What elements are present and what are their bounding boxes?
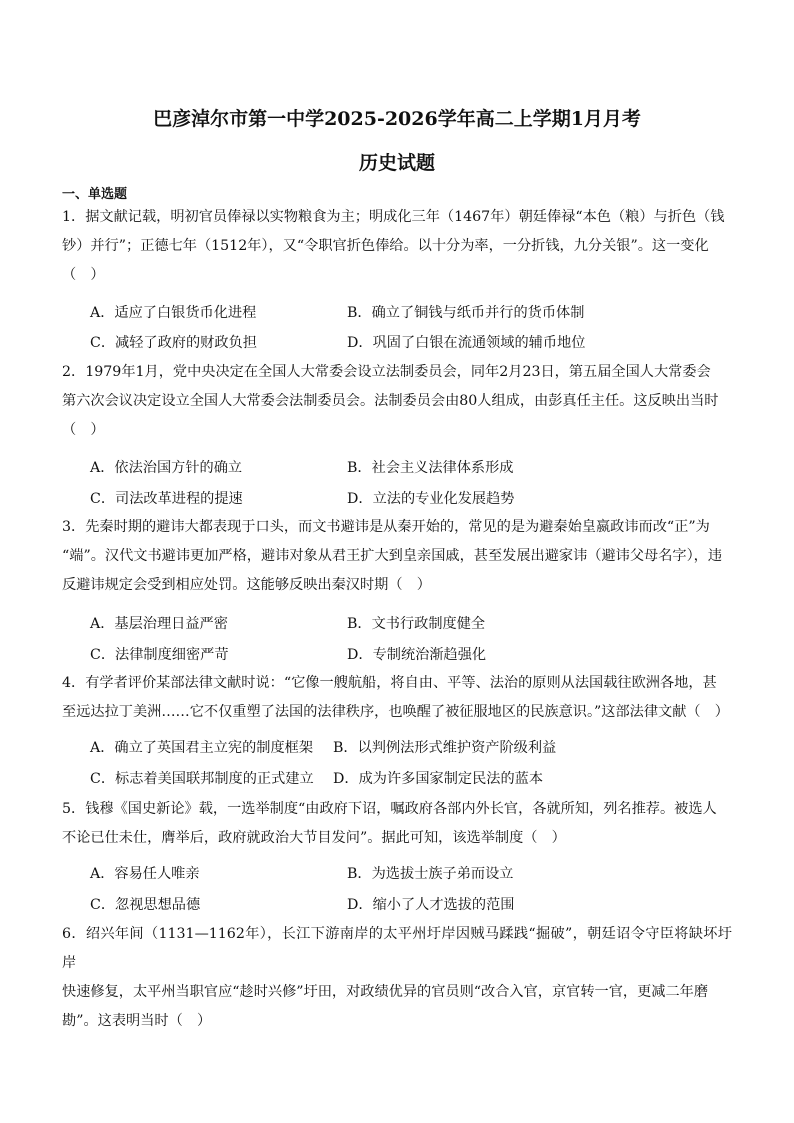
question-text-line: 反避讳规定会受到相应处罚。这能够反映出秦汉时期（ ）	[62, 577, 431, 593]
exam-subject-title: 历史试题	[358, 152, 435, 174]
question-text-line: “端”。汉代文书避讳更加严格，避讳对象从君王扩大到皇亲国戚，甚至发展出避家讳（避讳父母名字），违	[62, 548, 723, 564]
question-6-stem	[62, 920, 732, 1036]
question-text-line: 钞）并行”；正德七年（1512年），又“令职官折色俸给。以十分为率，一分折钱，九分关银”。这一变化	[62, 238, 709, 254]
question-text-line: 3．先秦时期的避讳大都表现于口头，而文书避讳是从秦开始的，常见的是为避秦始皇嬴政讳而改“正”为	[62, 519, 710, 535]
question-4-stem	[62, 669, 732, 727]
question-5-option-b: B．为选拔士族子弟而设立	[347, 866, 514, 882]
question-text-line: 4．有学者评价某部法律文献时说：“它像一艘航船，将自由、平等、法治的原则从法国载往欧洲各地，甚	[62, 675, 717, 691]
question-text-line: 不论已仕未仕，膺举后，政府就政治大节目发问”。据此可知，该选举制度（ ）	[62, 830, 566, 846]
question-text-line: （ ）	[62, 422, 105, 438]
question-4-option-c: C．标志着美国联邦制度的正式建立	[90, 771, 314, 787]
question-text-line: 2．1979年1月，党中央决定在全国人大常委会设立法制委员会，同年2月23日，第五届全国人大常委会	[62, 364, 711, 380]
question-3-option-b: B．文书行政制度健全	[347, 616, 486, 632]
section-heading: 一、单选题	[62, 187, 128, 202]
question-1-option-d: D．巩固了白银在流通领域的辅币地位	[347, 335, 586, 351]
question-5-stem	[62, 795, 732, 853]
question-text-line: （ ）	[62, 267, 105, 283]
question-text-line: 5．钱穆《国史新论》载，一选举制度“由政府下诏，嘱政府各部内外长官，各就所知，列名推荐。被选人	[62, 801, 717, 817]
question-text-line: 6．绍兴年间（1131—1162年），长江下游南岸的太平州圩岸因贼马蹂践“掘破”，朝廷诏令守臣将缺坏圩岸	[62, 926, 732, 971]
question-text-line: 快速修复，太平州当职官应“趁时兴修”圩田，对政绩优异的官员则“改合入官，京官转一官，更减二年磨	[62, 984, 709, 1000]
question-2-option-d: D．立法的专业化发展趋势	[347, 491, 515, 507]
question-text-line: 1．据文献记载，明初官员俸禄以实物粮食为主；明成化三年（1467年）朝廷俸禄“本色（粮）与折色（钱	[62, 209, 725, 225]
question-3-option-d: D．专制统治渐趋强化	[347, 647, 487, 663]
question-1-option-a: A．适应了白银货币化进程	[90, 305, 257, 321]
question-1-option-c: C．减轻了政府的财政负担	[90, 335, 257, 351]
question-5-option-c: C．忽视思想品德	[90, 897, 201, 913]
question-3-option-c: C．法律制度细密严苛	[90, 647, 229, 663]
question-4-option-a: A．确立了英国君主立宪的制度框架	[90, 740, 314, 756]
question-text-line: 至远达拉丁美洲……它不仅重塑了法国的法律秩序，也唤醒了被征服地区的民族意识。”这部法律文献（ ）	[62, 704, 729, 720]
question-4-option-d: D．成为许多国家制定民法的蓝本	[333, 771, 544, 787]
question-5-option-d: D．缩小了人才选拔的范围	[347, 897, 515, 913]
question-2-option-a: A．依法治国方针的确立	[90, 460, 243, 476]
exam-title: 巴彦淖尔市第一中学2025-2026学年高二上学期1月月考	[153, 108, 641, 130]
question-4-option-b: B．以判例法形式维护资产阶级利益	[333, 740, 557, 756]
question-2-option-b: B．社会主义法律体系形成	[347, 460, 514, 476]
question-1-option-b: B．确立了铜钱与纸币并行的货币体制	[347, 305, 585, 321]
question-2-stem	[62, 358, 732, 445]
question-text-line: 勘”。这表明当时（ ）	[62, 1013, 212, 1029]
question-2-option-c: C．司法改革进程的提速	[90, 491, 243, 507]
question-5-option-a: A．容易任人唯亲	[90, 866, 200, 882]
question-3-stem	[62, 513, 732, 600]
question-1-stem	[62, 203, 732, 290]
question-3-option-a: A．基层治理日益严密	[90, 616, 228, 632]
question-text-line: 第六次会议决定设立全国人大常委会法制委员会。法制委员会由80人组成，由彭真任主任。这反映出当时	[62, 393, 719, 409]
